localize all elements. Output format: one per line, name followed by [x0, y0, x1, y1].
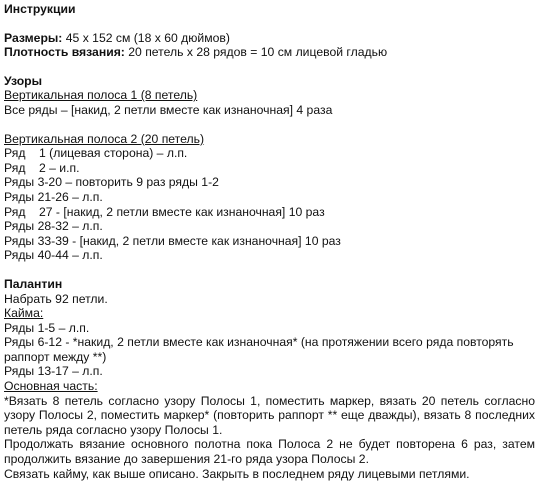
spacer: [4, 60, 539, 74]
patterns-heading: Узоры: [4, 73, 43, 88]
sizes-label: Размеры:: [4, 30, 63, 45]
stripe2-row: Ряды 28-32 – л.п.: [4, 219, 103, 234]
stripe1-title: Вертикальная полоса 1 (8 петель): [4, 88, 198, 103]
sizes-value: 45 х 152 см (18 х 60 дюймов): [65, 30, 230, 45]
stripe2-row: Ряды 40-44 – л.п.: [4, 248, 103, 263]
sizes-line: [4, 31, 539, 46]
stripe2-title: Вертикальная полоса 2 (20 петель): [4, 131, 205, 146]
gauge-line: [4, 45, 539, 60]
main-part-paragraph: Связать кайму, как выше описано. Закрыть в последнем ряду лицевыми петлями.: [4, 466, 470, 481]
spacer: [4, 263, 539, 277]
cast-on-line: Набрать 92 петли.: [4, 291, 108, 306]
main-part-paragraph: Продолжать вязание основного полотна пока Полоса 2 не будет повторена 6 раз, затем продолжить вязание до завершения 21-го ряда узора Полосы 2.: [4, 437, 535, 467]
main-part-paragraph: *Вязать 8 петель согласно узору Полосы 1, поместить маркер, вязать 20 петель согласно узору Полосы 2, поместить маркер* (повторить раппорт ** еще дважды), вязать 8 последних петель ряда согласно узору Полосы 1.: [4, 393, 535, 437]
stripe2-row: Ряды 33-39 - [накид, 2 петли вместе как изнаночная] 10 раз: [4, 233, 341, 248]
gauge-value: 20 петель х 28 рядов = 10 см лицевой гладью: [128, 45, 388, 60]
spacer: [4, 17, 539, 31]
main-part-title: Основная часть:: [4, 379, 98, 394]
stripe2-row: Ряд 27 - [накид, 2 петли вместе как изнаночная] 10 раз: [4, 204, 325, 219]
stripe1-line: Все ряды – [накид, 2 петли вместе как изнаночная] 4 раза: [4, 102, 333, 117]
stripe2-row: Ряд 1 (лицевая сторона) – л.п.: [4, 146, 188, 161]
stole-heading: Палантин: [4, 276, 63, 291]
border-line: Ряды 1-5 – л.п.: [4, 320, 90, 335]
stripe2-row: Ряды 3-20 – повторить 9 раз ряды 1-2: [4, 175, 219, 190]
border-line: Ряды 13-17 – л.п.: [4, 364, 103, 379]
spacer: [4, 118, 539, 132]
stripe2-row: Ряд 2 – и.п.: [4, 160, 80, 175]
stripe2-row: Ряды 21-26 – л.п.: [4, 189, 103, 204]
document-title: Инструкции: [4, 2, 76, 16]
border-title: Кайма:: [4, 306, 44, 321]
gauge-label: Плотность вязания:: [4, 45, 125, 60]
border-line: Ряды 6-12 - *накид, 2 петли вместе как изнаночная* (на протяжении всего ряда повторять раппорт между **): [4, 335, 514, 364]
